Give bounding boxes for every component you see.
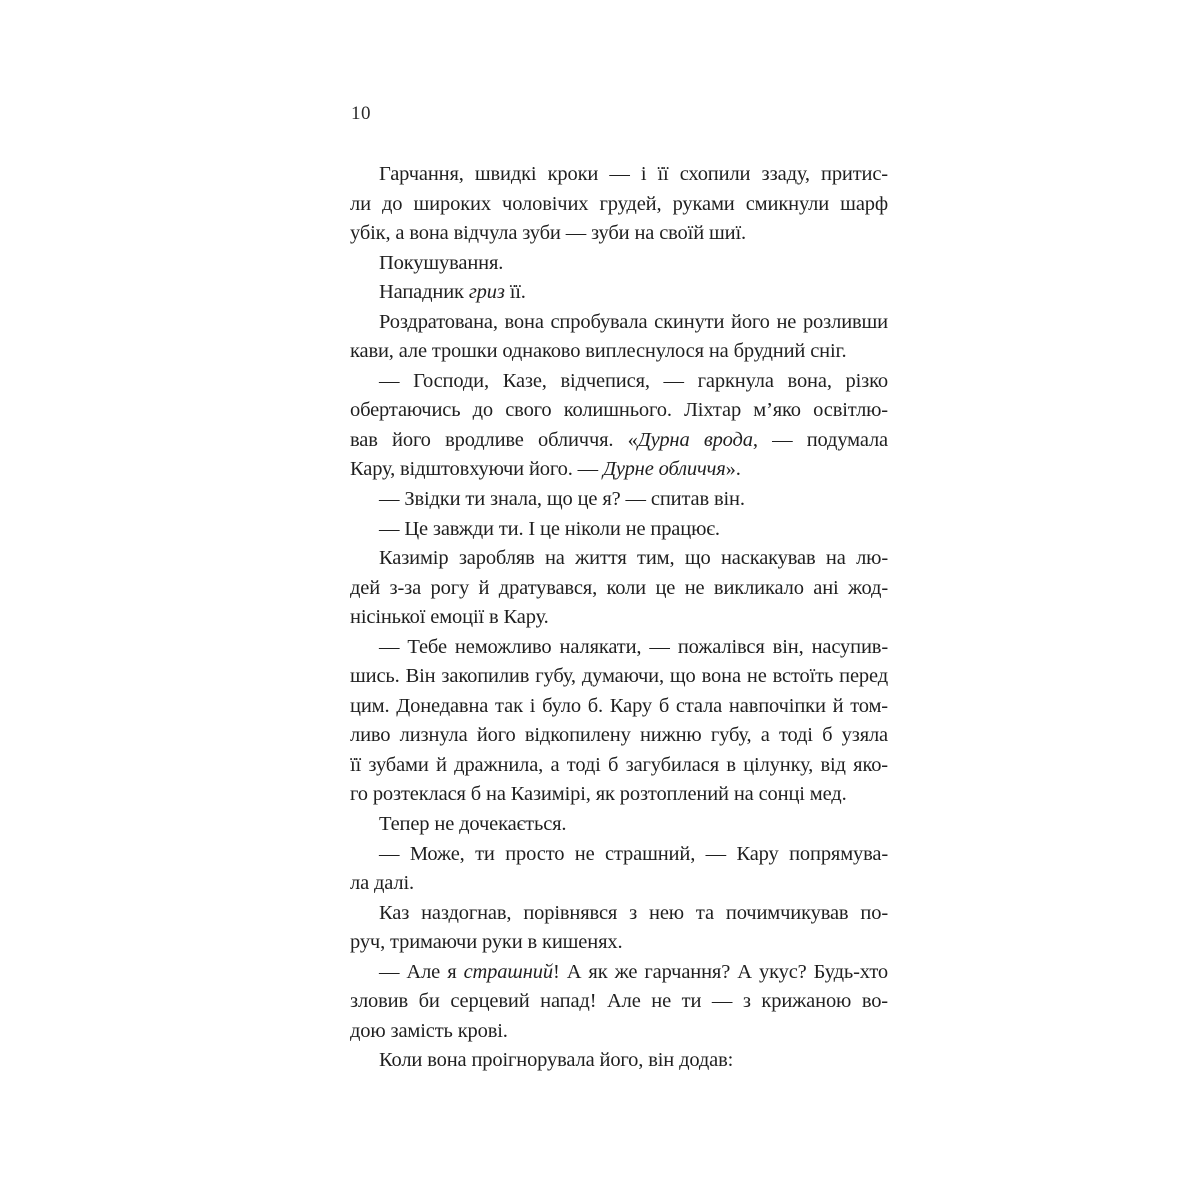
text-block <box>350 160 888 1076</box>
text-line <box>350 633 888 663</box>
text-line <box>350 367 888 397</box>
text-segment: , — подумала <box>752 428 889 451</box>
text-line <box>350 1017 888 1047</box>
italic-text-segment: гриз <box>468 281 505 304</box>
italic-text-segment: Дурне обличчя <box>603 458 726 481</box>
text-line <box>350 249 888 279</box>
text-line <box>350 928 888 958</box>
italic-text-segment: Дурна врода <box>637 428 753 451</box>
text-segment: обертаючись до свого колишнього. Ліхтар м’яко освітлю- <box>350 399 888 422</box>
text-segment: ! А як же гарчання? А укус? Будь-хто <box>552 960 888 983</box>
text-line <box>350 190 888 220</box>
text-line <box>350 751 888 781</box>
text-segment: Казимір заробляв на життя тим, що наскакував на лю- <box>379 547 888 570</box>
text-line <box>350 899 888 929</box>
text-segment: убік, а вона відчула зуби — зуби на своїй шиї. <box>350 222 746 245</box>
text-line <box>350 278 888 308</box>
text-segment: Покушування. <box>379 251 504 274</box>
text-segment: Тепер не дочекається. <box>379 813 567 836</box>
text-line <box>350 337 888 367</box>
text-line <box>350 810 888 840</box>
text-line <box>350 485 888 515</box>
text-segment: ла далі. <box>350 872 415 895</box>
text-segment: дою замість крові. <box>350 1019 508 1042</box>
text-line <box>350 308 888 338</box>
text-line <box>350 662 888 692</box>
paragraph <box>350 810 888 840</box>
text-segment: ливо лизнула його відкопилену нижню губу, а тоді б узяла <box>350 724 888 747</box>
text-segment: шись. Він закопилив губу, думаючи, що вона не встоїть перед <box>350 665 888 688</box>
text-line <box>350 721 888 751</box>
paragraph <box>350 1046 888 1076</box>
paragraph <box>350 278 888 308</box>
text-line <box>350 958 888 988</box>
text-segment: — Тебе неможливо налякати, — пожалівся він, насупив- <box>379 635 888 658</box>
text-line <box>350 987 888 1017</box>
text-line <box>350 426 888 456</box>
text-segment: Роздратована, вона спробувала скинути його не розливши <box>379 310 888 333</box>
text-line <box>350 692 888 722</box>
text-segment: вав його вродливе обличчя. « <box>350 428 638 451</box>
text-line <box>350 603 888 633</box>
text-segment: — Але я <box>379 960 464 983</box>
paragraph <box>350 633 888 810</box>
paragraph <box>350 367 888 485</box>
italic-text-segment: страшний <box>463 960 553 983</box>
text-line <box>350 574 888 604</box>
text-segment: ли до широких чоловічих грудей, руками смикнули шарф <box>350 192 888 215</box>
text-segment: го розтеклася б на Казимірі, як розтоплений на сонці мед. <box>350 783 847 806</box>
text-line <box>350 780 888 810</box>
paragraph <box>350 544 888 633</box>
text-line <box>350 515 888 545</box>
text-line <box>350 1046 888 1076</box>
text-segment: нісінької емоції в Кару. <box>350 606 549 629</box>
text-segment: — Господи, Казе, відчепися, — гаркнула вона, різко <box>379 369 888 392</box>
text-line <box>350 840 888 870</box>
text-segment: Каз наздогнав, порівнявся з нею та почимчикував по- <box>379 901 888 924</box>
paragraph <box>350 515 888 545</box>
paragraph <box>350 308 888 367</box>
text-segment: Кару, відштовхуючи його. — <box>350 458 603 481</box>
text-segment: — Може, ти просто не страшний, — Кару попрямува- <box>379 842 888 865</box>
text-line <box>350 396 888 426</box>
text-segment: ». <box>725 458 741 481</box>
text-segment: цим. Донедавна так і було б. Кару б стала навпочіпки й том- <box>350 694 888 717</box>
text-segment: — Це завжди ти. І це ніколи не працює. <box>379 517 720 540</box>
text-segment: Нападник <box>379 281 469 304</box>
text-segment: її зубами й дражнила, а тоді б загубилася в цілунку, від яко- <box>350 753 888 776</box>
text-segment: зловив би серцевий напад! Але не ти — з крижаною во- <box>350 990 888 1013</box>
text-segment: Гарчання, швидкі кроки — і її схопили ззаду, притис- <box>379 163 888 185</box>
text-segment: кави, але трошки однаково виплеснулося на брудний сніг. <box>350 340 847 363</box>
paragraph <box>350 840 888 899</box>
text-segment: руч, тримаючи руки в кишенях. <box>350 931 623 954</box>
page-number: 10 <box>351 103 371 124</box>
paragraph <box>350 160 888 249</box>
text-line <box>350 219 888 249</box>
text-segment: Коли вона проігнорувала його, він додав: <box>379 1049 734 1072</box>
text-line <box>350 544 888 574</box>
paragraph <box>350 899 888 958</box>
text-line <box>350 455 888 485</box>
text-line <box>350 869 888 899</box>
text-segment: дей з-за рогу й дратувався, коли це не викликало ані жод- <box>350 576 888 599</box>
paragraph <box>350 249 888 279</box>
paragraph <box>350 958 888 1047</box>
text-segment: — Звідки ти знала, що це я? — спитав він. <box>379 488 745 511</box>
paragraph <box>350 485 888 515</box>
text-segment: її. <box>504 281 526 304</box>
text-line <box>350 160 888 190</box>
